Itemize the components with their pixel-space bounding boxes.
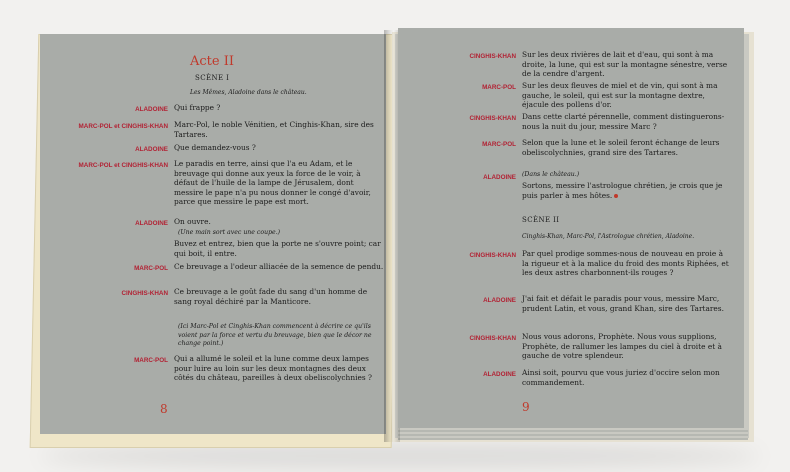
speaker: ALADOINE (483, 174, 516, 181)
dialogue: Qui a allumé le soleil et la lune comme deux lampes pour luire au loin sur les deux montagnes des deux côtés du château, pareilles à deux obeliscolychnies ? (174, 354, 372, 383)
speaker: CINGHIS-KHAN (469, 53, 516, 60)
table-shadow (40, 445, 760, 467)
dialogue: Sur les deux fleuves de miel et de vin, qui sont à ma gauche, le soleil, qui est sur la montagne dextre, éjacule des pollens d'or. (522, 81, 718, 110)
speaker: ALADOINE (135, 106, 168, 113)
speaker: MARC-POL et CINGHIS-KHAN (78, 123, 168, 130)
dialogue: Par quel prodige sommes-nous de nouveau en proie à la rigueur et à la malice du froid des monts Riphées, et les deux astres charbonnent-ils rouges ? (522, 249, 729, 278)
dialogue: Sur les deux rivières de lait et d'eau, qui sont à ma droite, la lune, qui est sur la montagne sénestre, verse de la cendre d'argent. (522, 50, 728, 79)
dialogue: Que demandez-vous ? (174, 143, 256, 152)
dialogue: J'ai fait et défait le paradis pour vous, messire Marc, prudent Latin, et vous, grand Khan, sire des Tartares. (522, 294, 724, 313)
dialogue: Ce breuvage a l'odeur alliacée de la semence de pendu. (174, 262, 384, 271)
page-number: 9 (522, 400, 530, 414)
dialogue: Marc-Pol, le noble Vénitien, et Cinghis-Khan, sire des Tartares. (174, 120, 374, 139)
stage-direction: (Ici Marc-Pol et Cinghis-Khan commencent à décrire ce qu'ils voient par la force et vertu du breuvage, bien que le décor ne change point.) (178, 323, 372, 348)
end-ornament (614, 194, 618, 198)
dialogue: Selon que la lune et le soleil feront échange de leurs obeliscolychnies, grand sire des Tartares. (522, 138, 720, 157)
speaker: ALADOINE (135, 146, 168, 153)
dialogue: Buvez et entrez, bien que la porte ne s'ouvre point; car qui boit, il entre. (174, 239, 381, 258)
speaker: CINGHIS-KHAN (469, 115, 516, 122)
speaker: MARC-POL (134, 265, 168, 272)
speaker: ALADOINE (483, 371, 516, 378)
scene-heading: SCÈNE II (522, 216, 560, 224)
left-page (40, 34, 386, 434)
act-title: Acte II (190, 54, 234, 69)
dialogue: Dans cette clarté pérennelle, comment distinguerons-nous la nuit du jour, messire Marc ? (522, 112, 725, 131)
page-number: 8 (160, 402, 168, 416)
dialogue: On ouvre. (174, 217, 211, 226)
stage-direction: (Une main sort avec une coupe.) (178, 229, 281, 236)
dialogue: Ce breuvage a le goût fade du sang d'un homme de sang royal déchiré par la Manticore. (174, 287, 368, 306)
speaker: MARC-POL (134, 357, 168, 364)
right-page (398, 28, 744, 428)
speaker: CINGHIS-KHAN (121, 290, 168, 297)
speaker: MARC-POL (482, 84, 516, 91)
speaker: MARC-POL (482, 141, 516, 148)
page-edge (398, 430, 748, 432)
speaker: CINGHIS-KHAN (469, 252, 516, 259)
stage-direction: Les Mêmes, Aladoine dans le château. (190, 89, 307, 96)
page-edge (398, 434, 748, 436)
scene-heading: SCÈNE I (195, 74, 230, 82)
dialogue: Qui frappe ? (174, 103, 221, 112)
stage-direction: Cinghis-Khan, Marc-Pol, l'Astrologue chrétien, Aladoine. (522, 233, 695, 240)
dialogue: Le paradis en terre, ainsi que l'a eu Adam, et le breuvage qui donne aux yeux la force de le voir, à défaut de l'huile de la lampe de Jérusalem, dont messire le pape n'a pu nous donner le congé d'avoir, parce que messire le pape est mort. (174, 159, 371, 207)
dialogue: Sortons, messire l'astrologue chrétien, je crois que je puis parler à mes hôtes. (522, 181, 723, 200)
speaker: CINGHIS-KHAN (469, 335, 516, 342)
stage-direction: (Dans le château.) (522, 171, 580, 178)
speaker: ALADOINE (483, 297, 516, 304)
page-edge (398, 438, 748, 440)
speaker: MARC-POL et CINGHIS-KHAN (78, 162, 168, 169)
speaker: ALADOINE (135, 220, 168, 227)
dialogue: Ainsi soit, pourvu que vous juriez d'occire selon mon commandement. (522, 368, 720, 387)
dialogue: Nous vous adorons, Prophète. Nous vous supplions, Prophète, de rallumer les lampes du ciel à droite et à gauche de votre splendeur. (522, 332, 722, 361)
